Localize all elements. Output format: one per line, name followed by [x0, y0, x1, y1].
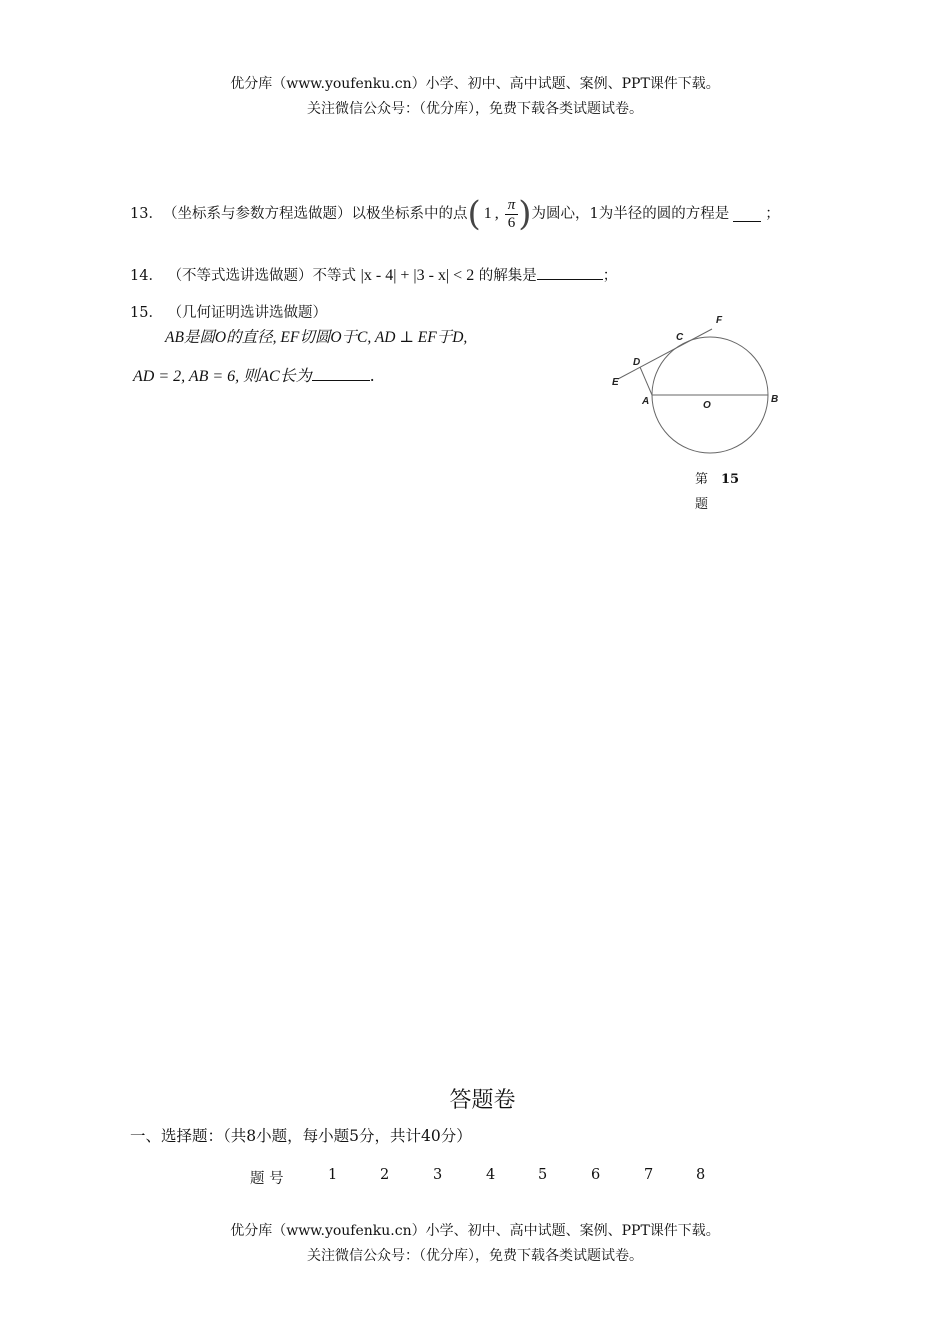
label-o: O: [703, 400, 711, 411]
table-col-3: 3: [433, 1167, 443, 1183]
table-col-2: 2: [380, 1167, 390, 1183]
label-b: B: [771, 394, 779, 405]
question-15-condition: AD = 2, AB = 6, 则AC长为: [133, 368, 312, 385]
header-line-1: 优分库（www.youfenku.cn）小学、初中、高中试题、案例、PPT课件下载。: [230, 76, 720, 92]
table-col-7: 7: [644, 1167, 654, 1183]
label-a: A: [642, 396, 650, 407]
question-13-end: ；: [765, 206, 780, 222]
question-15-label: （几何证明选讲选做题）: [167, 305, 328, 321]
table-col-4: 4: [486, 1167, 496, 1183]
question-14-text: （不等式选讲选做题）不等式: [167, 268, 357, 284]
figure-caption-ti: 题: [695, 497, 709, 512]
point-r: 1: [483, 205, 492, 222]
geometry-figure: [600, 305, 800, 465]
fraction-denominator: 6: [507, 214, 516, 231]
table-col-5: 5: [538, 1167, 548, 1183]
footer-line-2: 关注微信公众号：（优分库），免费下载各类试题试卷。: [307, 1248, 643, 1264]
question-15-end: .: [369, 366, 375, 385]
segment-ad: [640, 367, 652, 395]
tangent-ef: [618, 329, 712, 379]
question-13-text-after: 为圆心，1为半径的圆的方程是: [531, 206, 730, 222]
question-14-text-after: 的解集是: [478, 268, 537, 284]
question-13: [130, 192, 780, 236]
question-15-line-1: AB是圆O的直径, EF切圆O于C, AD ⊥ EF于D,: [165, 329, 468, 346]
right-paren: ): [518, 194, 532, 234]
label-c: C: [676, 332, 684, 343]
table-col-6: 6: [591, 1167, 601, 1183]
point-comma: ,: [494, 205, 499, 222]
question-14: [130, 265, 617, 287]
pi-over-six-fraction: [505, 197, 519, 232]
question-13-text: （坐标系与参数方程选做题）以极坐标系中的点: [162, 206, 468, 222]
figure-caption-number: 15: [721, 472, 740, 487]
table-col-8: 8: [696, 1167, 706, 1183]
question-14-end: ；: [602, 268, 618, 284]
answer-blank-14[interactable]: [537, 265, 603, 280]
answer-blank-15[interactable]: [312, 366, 370, 381]
inequality-expression: |x - 4| + |3 - x| < 2: [360, 267, 475, 284]
table-col-1: 1: [328, 1167, 338, 1183]
header-line-2: 关注微信公众号：（优分库），免费下载各类试题试卷。: [307, 101, 643, 117]
table-header-label: 题 号: [250, 1171, 284, 1187]
label-f: F: [716, 315, 723, 326]
left-paren: (: [467, 194, 481, 234]
question-13-number: 13．: [130, 206, 163, 222]
question-14-number: 14．: [130, 268, 163, 284]
figure-caption-di: 第: [695, 472, 709, 487]
question-15-number: 15．: [130, 305, 163, 321]
question-15-heading: [130, 302, 327, 324]
label-d: D: [633, 357, 641, 368]
fraction-numerator: π: [505, 197, 519, 215]
footer-line-1: 优分库（www.youfenku.cn）小学、初中、高中试题、案例、PPT课件下载。: [230, 1223, 720, 1239]
section-one-heading: 一、选择题：（共8小题，每小题5分，共计40分）: [130, 1127, 472, 1145]
answer-sheet-title: 答题卷: [449, 1088, 516, 1113]
answer-blank-13[interactable]: [733, 207, 761, 222]
label-e: E: [612, 377, 619, 388]
question-15-line-2: [133, 365, 375, 388]
